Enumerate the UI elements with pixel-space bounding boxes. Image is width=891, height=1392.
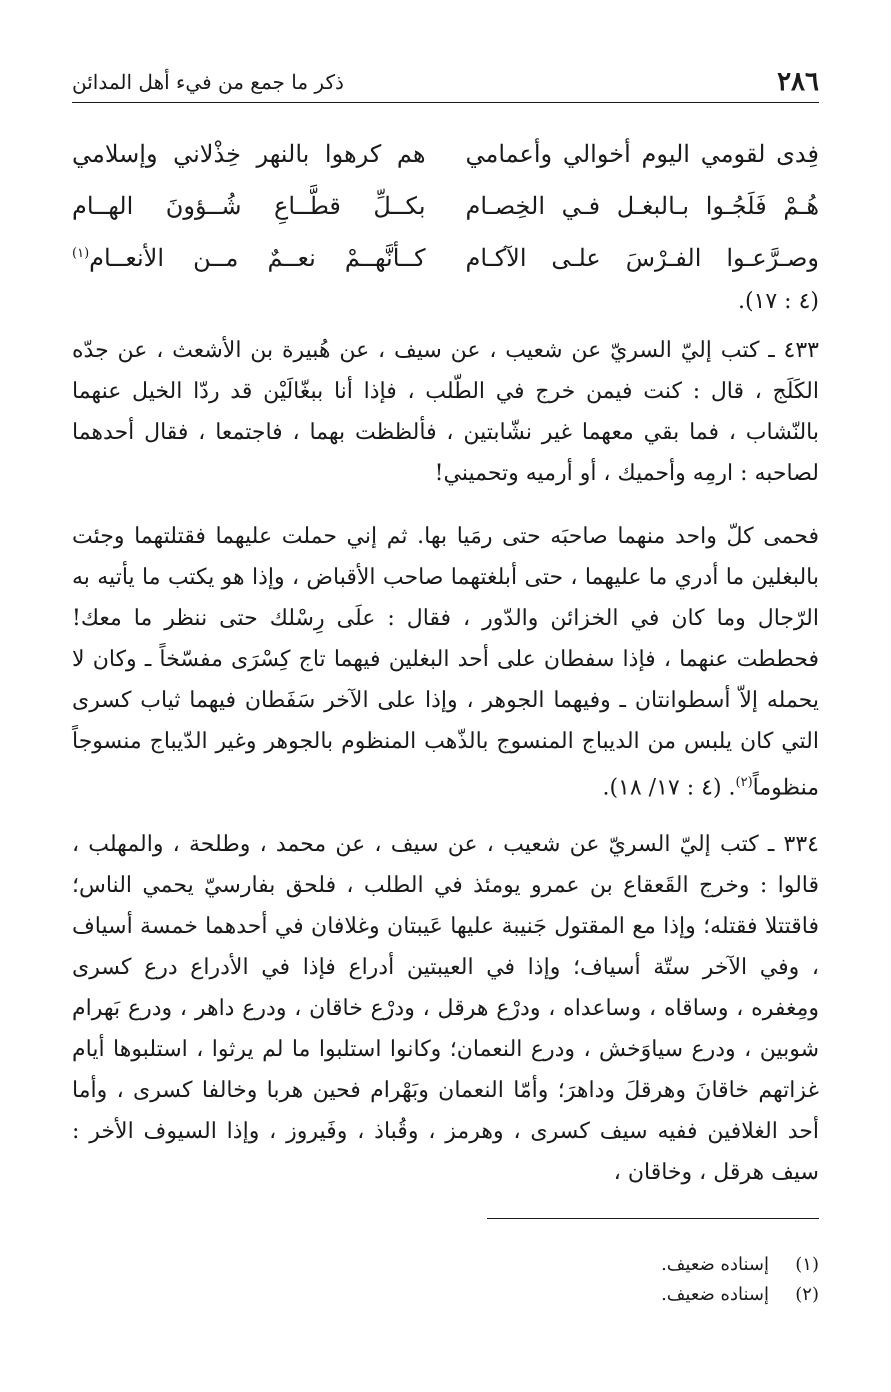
page-header (72, 62, 819, 103)
verse-second-hemistich (72, 244, 446, 272)
paragraph-433: ٤٣٣ ـ كتب إليّ السريّ عن شعيب ، عن سيف ، عن هُبيرة بن الأشعث ، عن جدّه الكَلَج ، قال : كنت فيمن خرج في الطّلب ، فإذا أنا ببغّالَيْن قد ردّا الخيل عنهما بالنّشاب ، فما بقي معهما غير نشّابتين ، فألظظت بهما ، فاجتمعا ، فقال أحدهما لصاحبه : ارمِه وأحميك ، أو أرميه وتحميني! (72, 338, 819, 486)
footnote-mark: (٢) (735, 775, 753, 790)
running-title: ذكر ما جمع من فيء أهل المدائن (72, 70, 344, 94)
verse-first-hemistich: فِدى لقومي اليوم أخوالي وأعمامي (465, 140, 819, 168)
footnote-number: (٢) (795, 1284, 819, 1305)
poem-reference: (٤ : ١٧). (737, 289, 819, 314)
verse-second-hemistich: هم كرهوا بالنهر خِذْلاني وإسلامي (72, 140, 426, 168)
poem-verse (72, 128, 819, 180)
poem-verse (72, 232, 819, 284)
footnote (661, 1280, 819, 1310)
footnote-text: إسناده ضعيف. (661, 1284, 769, 1305)
verse-second-hemistich-text: كــأنَّهــمْ نعــمٌ مــن الأنعــام (89, 244, 426, 272)
footnotes (661, 1250, 819, 1310)
verse-first-hemistich: وصـرَّعـوا الفـرْسَ علـى الآكـام (465, 244, 819, 272)
poem (72, 128, 819, 320)
page-number: ٢٨٦ (777, 67, 819, 97)
paragraph-text: فحمى كلّ واحد منهما صاحبَه حتى رمَيا بها. ثم إني حملت عليهما فقتلتهما وجئت بالبغلين ما أدري ما عليهما ، حتى أبلغتهما صاحب الأقباض ، وإذا هو يكتب ما يأتيه به الرّجال وما كان في الخزائن والدّور ، فقال : علَى رِسْلك حتى ننظر ما معك! فحططت عنهما ، فإذا سفطان على أحد البغلين فيهما تاج كِسْرَى مفسّخاً ـ وكان لا يحمله إلاّ أسطوانتان ـ وفيهما الجوهر ، وإذا على الآخر سَفَطان فيهما ثياب كسرى التي كان يلبس من الديباج المنسوج بالذّهب المنظوم بالجوهر وغير الدّيباج منسوجاً منظوماً (72, 524, 819, 801)
verse-first-hemistich: هُـمْ فَلَجُـوا بـالبغـل فـي الخِصـام (465, 192, 819, 220)
footnote-number: (١) (795, 1254, 819, 1275)
paragraph-433-continued (72, 516, 819, 808)
footnote (661, 1250, 819, 1280)
paragraph-reference: . (٤ : ١٧/ ١٨). (602, 775, 736, 801)
footnote-mark: (١) (72, 246, 90, 261)
poem-verse (72, 180, 819, 232)
footnote-divider (487, 1218, 819, 1219)
verse-second-hemistich: بكــلِّ قطَّــاعِ شُــؤونَ الهــام (72, 192, 426, 220)
paragraph-334: ٣٣٤ ـ كتب إليّ السريّ عن شعيب ، عن سيف ، عن محمد ، وطلحة ، والمهلب ، قالوا : وخرج القَعقاع بن عمرو يومئذ في الطلب ، فلحق بفارسيّ يحمي الناس؛ فاقتتلا فقتله؛ وإذا مع المقتول جَنيبة عليها عَيبتان وغلافان في أحدهما خمسة أسياف ، وفي الآخر ستّة أسياف؛ وإذا في العيبتين أدراع فإذا في الأدراع درع كسرى ومِغفره ، وساقاه ، وساعداه ، ودرْع هرقل ، ودرْع خاقان ، ودرع داهر ، ودرع بَهرام شوبين ، ودرع سياوَخش ، ودرع النعمان؛ وكانوا استلبوا ما لم يرثوا ، استلبوها أيام غزاتهم خاقانَ وهرقلَ وداهرَ؛ وأمّا النعمان وبَهْرام فحين هربا وخالفا كسرى ، وأما أحد الغلافين ففيه سيف كسرى ، وهرمز ، وقُباذ ، وفَيروز ، وإذا السيوف الأخر : سيف هرقل ، وخاقان ، (72, 832, 820, 1185)
footnote-text: إسناده ضعيف. (661, 1254, 769, 1275)
